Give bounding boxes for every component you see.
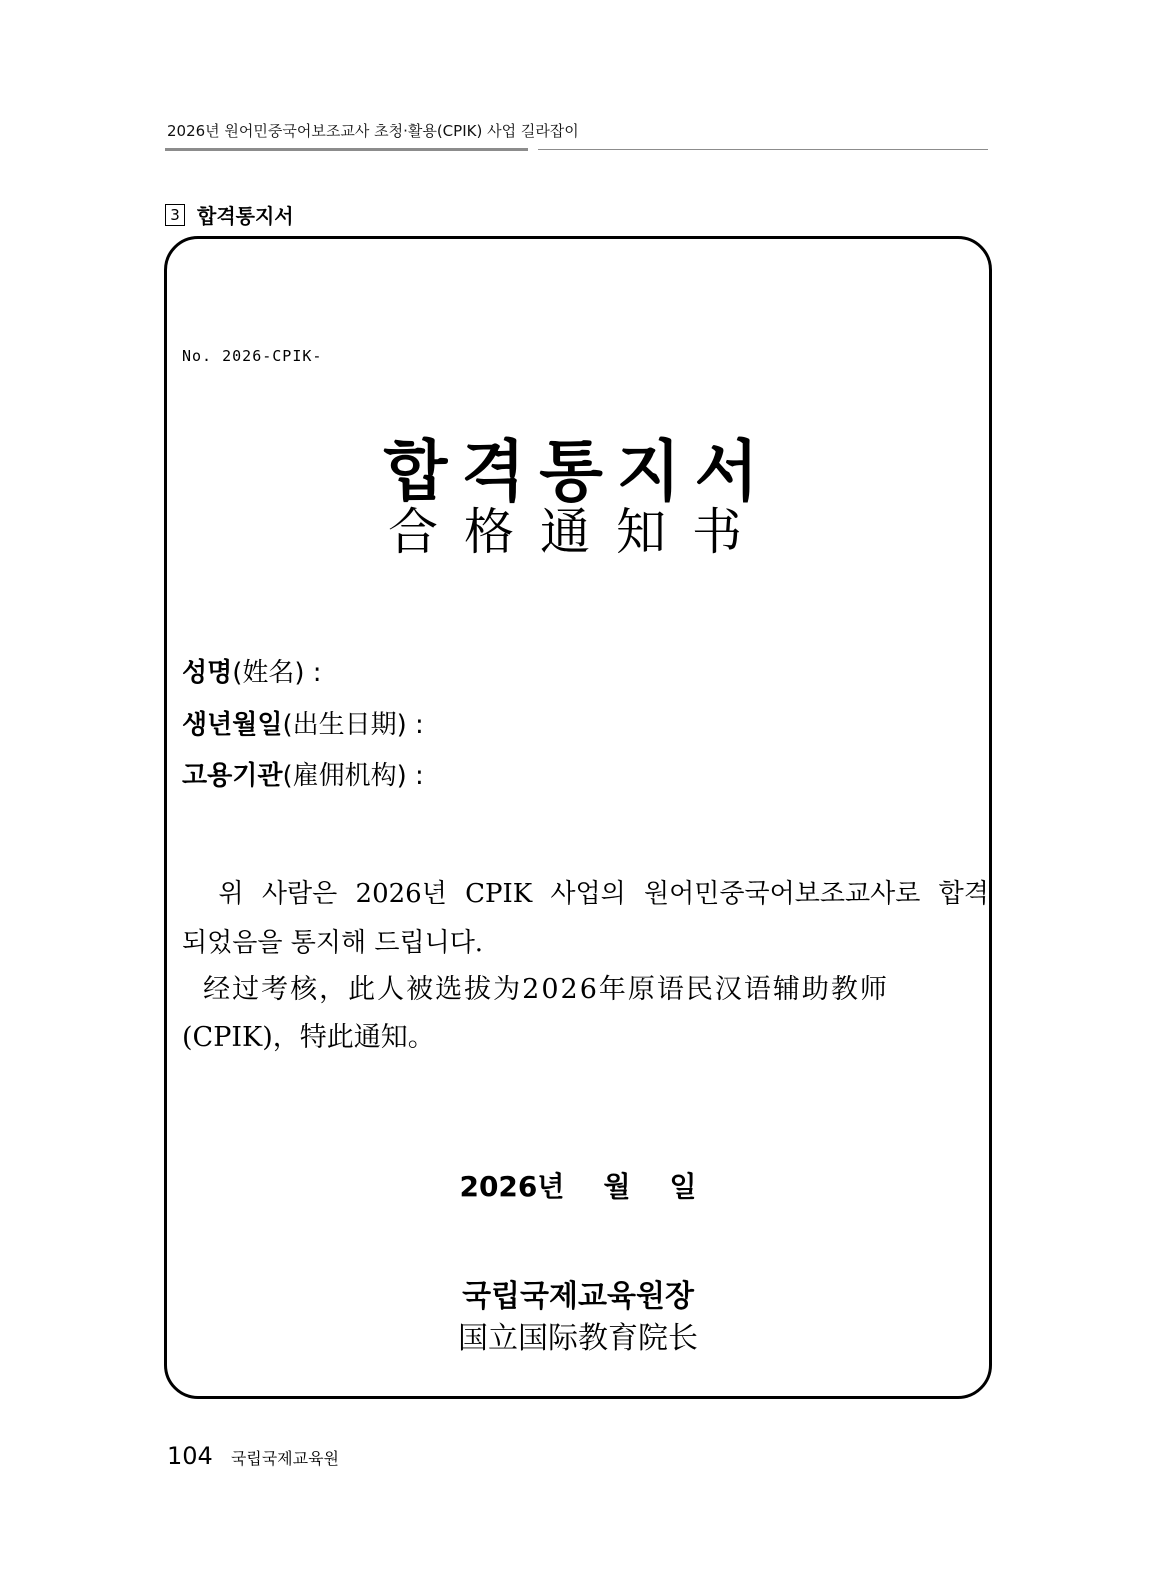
- field-name-label-ko: 성명: [182, 658, 233, 688]
- body-chinese-line-1: [182, 967, 970, 1006]
- header-rule-thick: [165, 148, 528, 151]
- field-employer-label-ko: 고용기관: [182, 761, 283, 791]
- body-korean-line-2: 되었음을 통지해 드립니다.: [182, 928, 484, 958]
- field-birthdate: [182, 704, 424, 741]
- section-number-box: 3: [165, 204, 185, 226]
- section-title: 합격통지서: [197, 204, 294, 228]
- page-number: 104: [167, 1442, 213, 1470]
- field-employer: [182, 755, 424, 792]
- field-name: [182, 652, 322, 689]
- body-chinese-line-2: (CPIK)，特此通知。: [182, 1022, 435, 1053]
- issuer-chinese: 国立国际教育院长: [458, 1321, 698, 1356]
- footer-organization: 국립국제교육원: [230, 1449, 340, 1468]
- notice-title-chinese: 合格通知书: [388, 503, 768, 561]
- section-heading: [165, 200, 294, 229]
- body-korean-line-1-text: 위 사람은 2026년 CPIK 사업의 원어민중국어보조교사로 합격: [218, 879, 989, 909]
- field-employer-label-zh: (雇佣机构): [282, 761, 407, 791]
- field-name-label-zh: (姓名): [232, 658, 305, 688]
- issue-date: 2026년 월 일: [459, 1170, 697, 1203]
- field-name-separator: :: [304, 658, 322, 688]
- body-korean-line-1: [182, 873, 989, 910]
- header-rule-thin: [538, 149, 988, 150]
- body-chinese-line-1-text: 经过考核，此人被选拔为2026年原语民汉语辅助教师: [203, 974, 889, 1005]
- field-employer-separator: :: [406, 761, 424, 791]
- field-birthdate-separator: :: [406, 710, 424, 740]
- issuer-korean: 국립국제교육원장: [462, 1279, 694, 1314]
- field-birthdate-label-zh: (出生日期): [282, 710, 407, 740]
- running-header: 2026년 원어민중국어보조교사 초청·활용(CPIK) 사업 길라잡이: [167, 122, 579, 140]
- notice-frame: [164, 236, 992, 1399]
- document-number: No. 2026-CPIK-: [182, 347, 323, 365]
- field-birthdate-label-ko: 생년월일: [182, 710, 283, 740]
- notice-title-korean: 합격통지서: [383, 433, 773, 510]
- page-footer: [167, 1442, 339, 1470]
